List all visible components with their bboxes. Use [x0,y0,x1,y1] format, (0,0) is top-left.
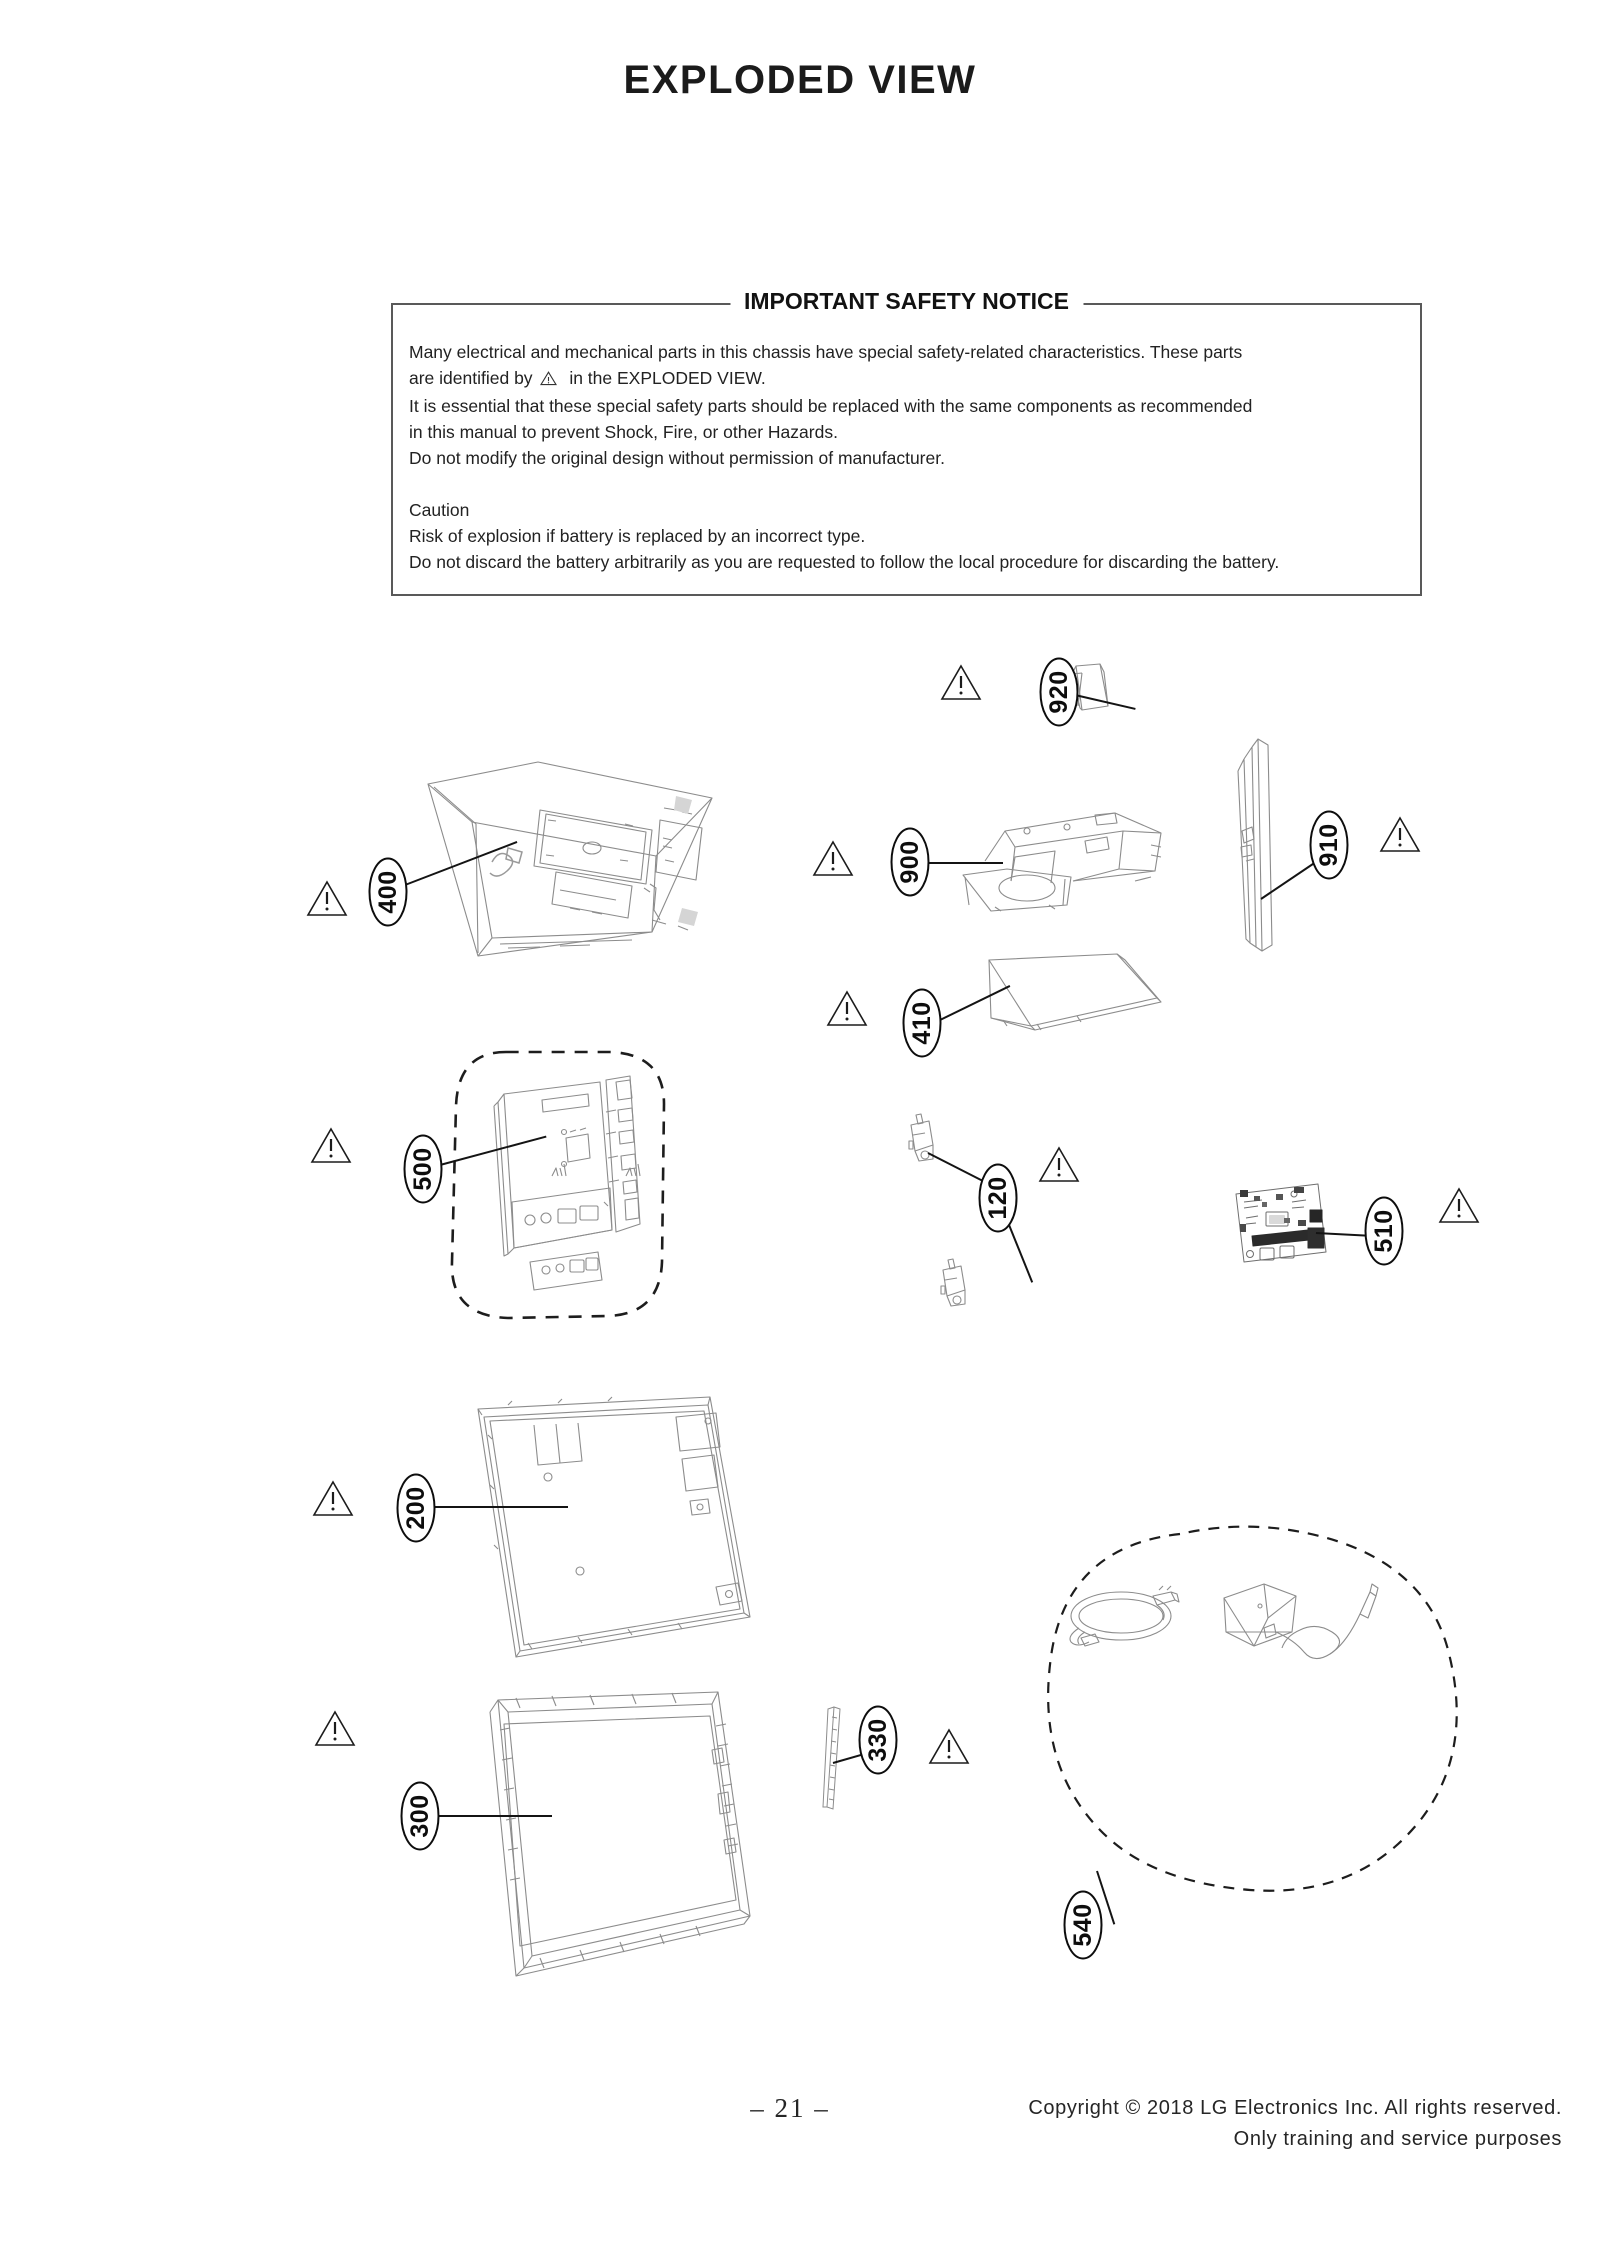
footer-copyright-line-1: Copyright © 2018 LG Electronics Inc. All rights reserved. [1028,2097,1562,2119]
safety-line-2 [409,365,1410,393]
safety-notice-legend: IMPORTANT SAFETY NOTICE [730,288,1083,315]
drawing-power-adapter [1220,1570,1380,1670]
safety-line-3: It is essential that these special safety parts should be replaced with the same components as recommended [409,396,1253,416]
drawing-lcd-panel-module [468,1395,758,1665]
safety-mark-triangle [812,840,854,883]
drawing-power-cord [1055,1580,1195,1660]
callout-330[interactable] [858,1705,898,1775]
drawing-main-pcb-board [1232,1180,1342,1270]
drawing-stand-body-assembly [955,785,1185,915]
safety-line-2-prefix: are identified by [409,368,533,388]
callout-330-number: 330 [863,1718,892,1762]
callout-300[interactable] [400,1781,440,1851]
drawing-stand-base [1228,735,1298,955]
callout-910-number: 910 [1314,823,1343,867]
footer-copyright-line-2: Only training and service purposes [1233,2128,1562,2150]
callout-410[interactable] [902,988,942,1058]
callout-300-number: 300 [405,1794,434,1838]
callout-540[interactable] [1063,1890,1103,1960]
callout-920-number: 920 [1044,670,1073,714]
footer-page-number: – 21 – [750,2093,830,2123]
safety-mark-triangle [310,1127,352,1170]
callout-500[interactable] [403,1134,443,1204]
callout-410-number: 410 [907,1001,936,1045]
caution-line-2: Do not discard the battery arbitrarily as you are requested to follow the local procedure for discarding the battery. [409,552,1280,572]
safety-notice-body [409,339,1410,575]
safety-mark-triangle [314,1710,356,1753]
safety-line-1: Many electrical and mechanical parts in this chassis have special safety-related characteristics. These parts [409,342,1243,362]
callout-400[interactable] [368,857,408,927]
warning-triangle-icon [540,367,557,393]
safety-mark-triangle [940,664,982,707]
safety-mark-triangle [1038,1146,1080,1189]
caution-line-1: Risk of explosion if battery is replaced by an incorrect type. [409,526,866,546]
important-safety-notice-box [391,288,1422,596]
safety-line-5: Do not modify the original design without permission of manufacturer. [409,448,945,468]
callout-200-number: 200 [401,1486,430,1530]
safety-spacer [409,471,1410,497]
callout-120-number: 120 [983,1176,1012,1220]
safety-mark-triangle [826,990,868,1033]
callout-910[interactable] [1309,810,1349,880]
callout-120[interactable] [978,1163,1018,1233]
callout-200[interactable] [396,1473,436,1543]
callout-400-number: 400 [373,870,402,914]
drawing-back-cover-plate [985,950,1165,1040]
callout-540-number: 540 [1068,1903,1097,1947]
callout-900-number: 900 [895,840,924,884]
callout-900[interactable] [890,827,930,897]
footer-copyright [1028,2093,1562,2155]
callout-920[interactable] [1039,657,1079,727]
caution-heading: Caution [409,500,470,520]
safety-mark-triangle [312,1480,354,1523]
callout-510-number: 510 [1369,1209,1398,1253]
safety-line-2-suffix: in the EXPLODED VIEW. [569,368,766,388]
safety-mark-triangle [1379,816,1421,859]
drawing-front-bezel-frame [460,1690,760,1980]
callout-510[interactable] [1364,1196,1404,1266]
safety-line-4: in this manual to prevent Shock, Fire, or other Hazards. [409,422,838,442]
drawing-hinge-bracket-upper [903,1111,943,1171]
callout-500-number: 500 [408,1147,437,1191]
drawing-chassis-assembly [478,1072,653,1307]
safety-mark-triangle [306,880,348,923]
safety-mark-triangle [928,1728,970,1771]
drawing-hinge-bracket-lower [935,1256,975,1316]
safety-mark-triangle [1438,1187,1480,1230]
page-title: EXPLODED VIEW [623,58,977,102]
